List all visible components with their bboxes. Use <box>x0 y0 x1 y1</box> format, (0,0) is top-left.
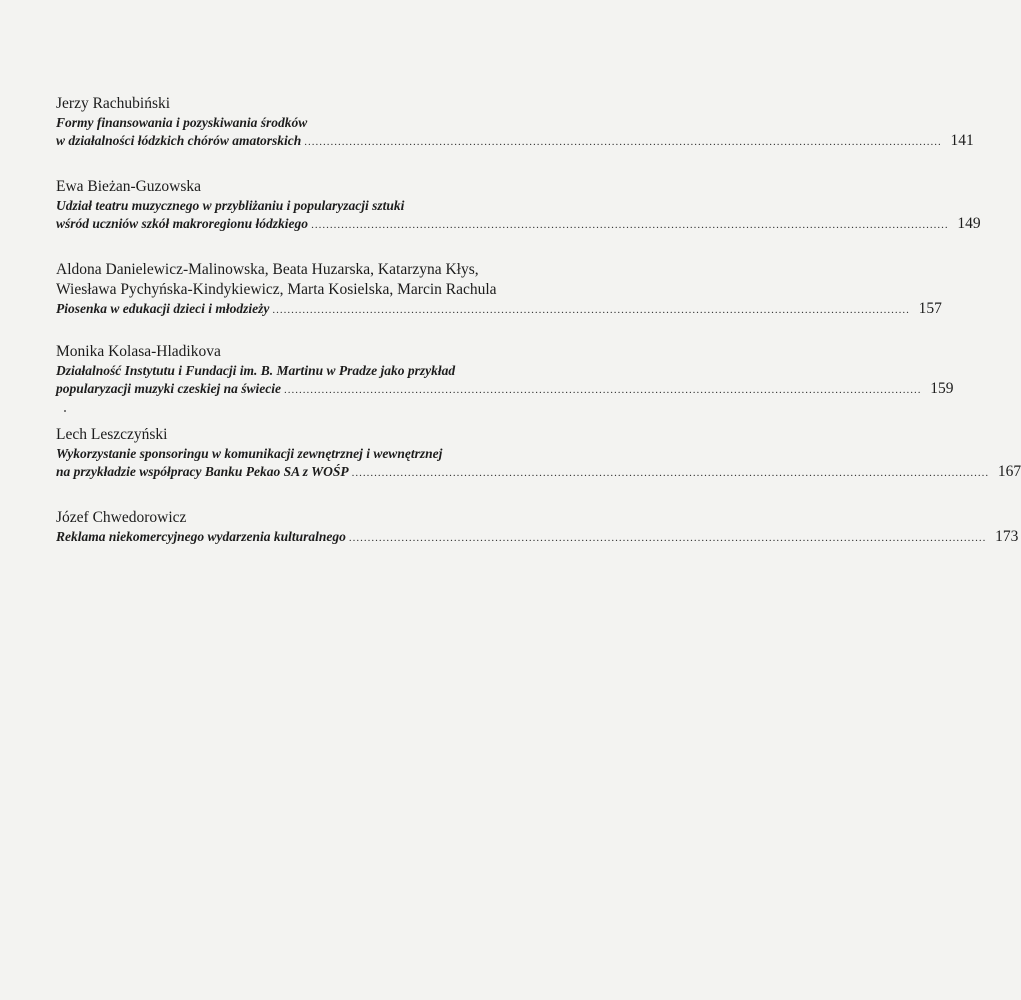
entry-title-line: w działalności łódzkich chórów amatorskich <box>56 133 302 148</box>
dot-leader: .......................................................................................................................................................................... <box>304 136 942 148</box>
dot-leader: .......................................................................................................................................................................... <box>348 532 987 544</box>
entry-title-last-row <box>56 528 1019 546</box>
dot-leader: .......................................................................................................................................................................... <box>272 304 910 316</box>
toc-entry <box>56 342 954 398</box>
entry-page-number: 141 <box>950 132 974 149</box>
entry-title-line: Udział teatru muzycznego w przybliżaniu i popularyzacji sztuki <box>56 198 405 213</box>
dot-leader: .......................................................................................................................................................................... <box>284 384 922 396</box>
entry-author: Ewa Bieżan-Guzowska <box>56 178 202 195</box>
entry-title-line: Formy finansowania i pozyskiwania środków <box>56 115 308 130</box>
entry-page-number: 157 <box>918 300 942 317</box>
entry-title-line: popularyzacji muzyki czeskiej na świecie <box>56 381 281 396</box>
entry-author: Wiesława Pychyńska-Kindykiewicz, Marta Kosielska, Marcin Rachula <box>56 281 497 298</box>
entry-title-last-row <box>56 300 942 318</box>
stray-print-mark <box>64 410 66 412</box>
entry-title-last-row <box>56 132 974 150</box>
entry-page-number: 159 <box>930 380 954 397</box>
toc-entry <box>56 177 981 233</box>
dot-leader: .......................................................................................................................................................................... <box>311 219 949 231</box>
toc-entry <box>56 508 1019 546</box>
toc-entry <box>56 425 1021 481</box>
entry-title-last-row <box>56 215 981 233</box>
entry-title-line: Wykorzystanie sponsoringu w komunikacji zewnętrznej i wewnętrznej <box>56 446 443 461</box>
entry-page-number: 167 <box>997 463 1021 480</box>
entry-title-line: Działalność Instytutu i Fundacji im. B. Martinu w Pradze jako przykład <box>56 363 456 378</box>
entry-title-line: wśród uczniów szkół makroregionu łódzkiego <box>56 216 309 231</box>
entry-author: Lech Leszczyński <box>56 426 168 443</box>
entry-page-number: 149 <box>957 215 981 232</box>
toc-entry <box>56 94 974 150</box>
entry-author: Aldona Danielewicz-Malinowska, Beata Huzarska, Katarzyna Kłys, <box>56 261 479 278</box>
dot-leader: .......................................................................................................................................................................... <box>351 467 990 479</box>
entry-title-last-row <box>56 380 954 398</box>
entry-author: Józef Chwedorowicz <box>56 509 187 526</box>
entry-title-last-row <box>56 463 1021 481</box>
entry-page-number: 173 <box>995 528 1019 545</box>
entry-title-line: Piosenka w edukacji dzieci i młodzieży <box>56 301 270 316</box>
toc-entry <box>56 260 942 318</box>
entry-title-line: na przykładzie współpracy Banku Pekao SA z WOŚP <box>56 464 349 479</box>
entry-author: Monika Kolasa-Hladikova <box>56 343 221 360</box>
entry-title-line: Reklama niekomercyjnego wydarzenia kulturalnego <box>56 529 346 544</box>
entry-author: Jerzy Rachubiński <box>56 95 171 112</box>
